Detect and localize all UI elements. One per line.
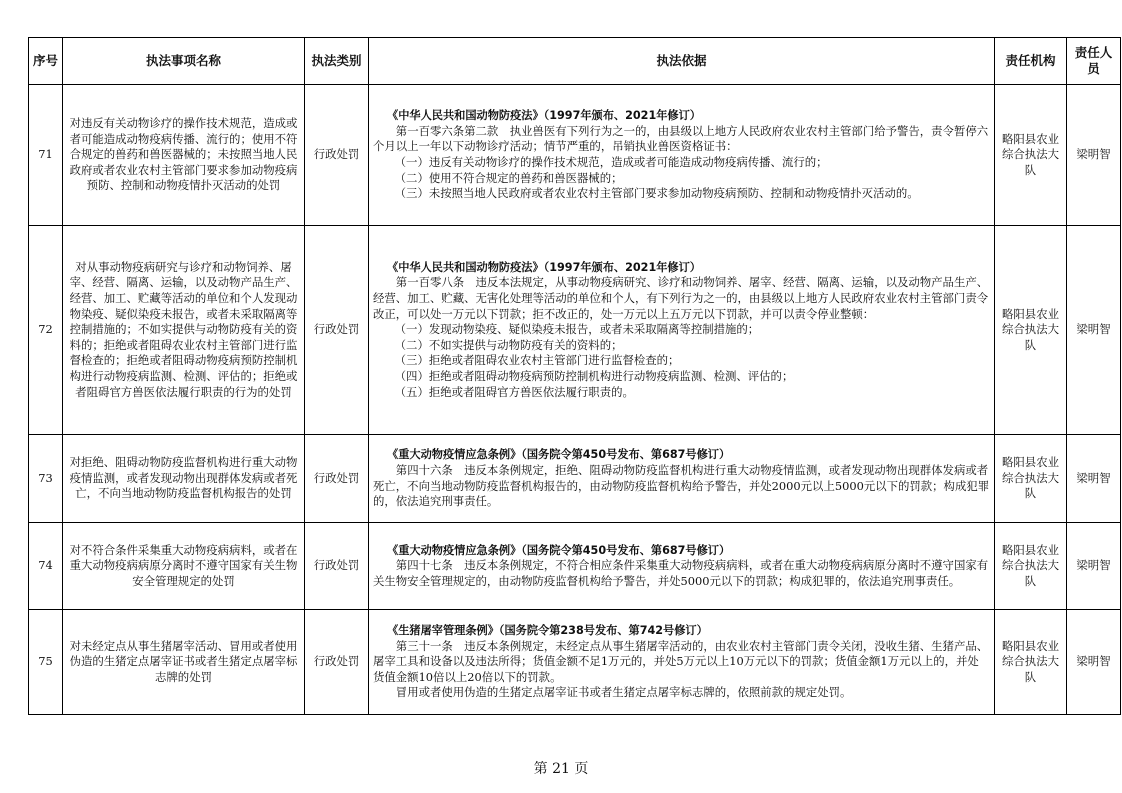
law-article: 第一百零八条 违反本法规定，从事动物疫病研究、诊疗和动物饲养、屠宰、经营、隔离、运输，以及动物产品生产、经营、加工、贮藏、无害化处理等活动的单位和个人，有下列行为之一的，由县级以上地方人民政府农业农村主管部门责令改正，可以处一万元以下罚款；拒不改正的，处一万元以上五万元以下罚款，并可以责令停业整顿：	[373, 275, 989, 321]
law-item: （三）拒绝或者阻碍农业农村主管部门进行监督检查的；	[394, 353, 680, 368]
law-article: 第一百零六条第二款 执业兽医有下列行为之一的，由县级以上地方人民政府农业农村主管部门给予警告，责令暂停六个月以上一年以下动物诊疗活动；情节严重的，吊销执业兽医资格证书：	[373, 123, 989, 154]
header-org: 责任机构	[995, 38, 1067, 85]
header-category: 执法类别	[305, 38, 369, 85]
law-title: 《中华人民共和国动物防疫法》（1997年颁布、2021年修订）	[387, 260, 701, 274]
header-basis: 执法依据	[369, 38, 995, 85]
responsible-org: 略阳县农业综合执法大队	[995, 435, 1067, 523]
responsible-person: 梁明智	[1067, 523, 1121, 610]
law-article: 第三十一条 违反本条例规定，未经定点从事生猪屠宰活动的，由农业农村主管部门责令关闭，没收生猪、生猪产品、屠宰工具和设备以及违法所得；货值金额不足1万元的，并处5万元以上10万元以下的罚款；货值金额1万元以上的，并处货值金额10倍以上20倍以下的罚款。	[373, 638, 989, 684]
enforcement-category: 行政处罚	[305, 85, 369, 226]
enforcement-category: 行政处罚	[305, 435, 369, 523]
law-article-extra: 冒用或者使用伪造的生猪定点屠宰证书或者生猪定点屠宰标志牌的，依照前款的规定处罚。	[395, 685, 852, 700]
enforcement-table	[28, 37, 1121, 715]
table-row	[29, 523, 1121, 610]
legal-basis	[369, 435, 995, 523]
row-number: 72	[29, 226, 63, 435]
table-row	[29, 435, 1121, 523]
responsible-person: 梁明智	[1067, 610, 1121, 715]
law-title: 《重大动物疫情应急条例》（国务院令第450号发布、第687号修订）	[387, 543, 731, 557]
item-name: 对从事动物疫病研究与诊疗和动物饲养、屠宰、经营、隔离、运输，以及动物产品生产、经营、加工、贮藏等活动的单位和个人发现动物染疫、疑似染疫未报告，或者未采取隔离等控制措施的；不如实提供与动物防疫有关的资料的；拒绝或者阻碍农业农村主管部门进行监督检查的；拒绝或者阻碍动物疫病预防控制机构进行动物疫病监测、检测、评估的；拒绝或者阻碍官方兽医依法履行职责的行为的处罚	[63, 226, 305, 435]
responsible-person: 梁明智	[1067, 226, 1121, 435]
header-person: 责任人员	[1067, 38, 1121, 85]
row-number: 75	[29, 610, 63, 715]
law-item: （二）不如实提供与动物防疫有关的资料的；	[394, 337, 623, 352]
table-header-row	[29, 38, 1121, 85]
law-item: （三）未按照当地人民政府或者农业农村主管部门要求参加动物疫病预防、控制和动物疫情扑灭活动的。	[394, 186, 919, 201]
item-name: 对未经定点从事生猪屠宰活动、冒用或者使用伪造的生猪定点屠宰证书或者生猪定点屠宰标志牌的处罚	[63, 610, 305, 715]
responsible-person: 梁明智	[1067, 85, 1121, 226]
law-article: 第四十七条 违反本条例规定，不符合相应条件采集重大动物疫病病料，或者在重大动物疫病病原分离时不遵守国家有关生物安全管理规定的，由动物防疫监督机构给予警告，并处5000元以下的罚款；构成犯罪的，依法追究刑事责任。	[373, 558, 989, 588]
table-row	[29, 226, 1121, 435]
responsible-org: 略阳县农业综合执法大队	[995, 523, 1067, 610]
law-title: 《生猪屠宰管理条例》（国务院令第238号发布、第742号修订）	[387, 624, 708, 638]
law-item: （二）使用不符合规定的兽药和兽医器械的；	[394, 170, 623, 185]
enforcement-category: 行政处罚	[305, 226, 369, 435]
law-article: 第四十六条 违反本条例规定，拒绝、阻碍动物防疫监督机构进行重大动物疫情监测，或者发现动物出现群体发病或者死亡，不向当地动物防疫监督机构报告的，由动物防疫监督机构给予警告，并处2000元以上5000元以下的罚款；构成犯罪的，依法追究刑事责任。	[373, 462, 990, 509]
responsible-person: 梁明智	[1067, 435, 1121, 523]
law-item: （四）拒绝或者阻碍动物疫病预防控制机构进行动物疫病监测、检测、评估的；	[394, 368, 794, 383]
row-number: 71	[29, 85, 63, 226]
row-number: 73	[29, 435, 63, 523]
responsible-org: 略阳县农业综合执法大队	[995, 226, 1067, 435]
law-title: 《中华人民共和国动物防疫法》（1997年颁布、2021年修订）	[387, 109, 701, 123]
page-number: 第 21 页	[533, 761, 589, 777]
law-title: 《重大动物疫情应急条例》（国务院令第450号发布、第687号修订）	[387, 448, 731, 462]
legal-basis	[369, 610, 995, 715]
law-item: （一）发现动物染疫、疑似染疫未报告，或者未采取隔离等控制措施的；	[394, 322, 760, 337]
table-row	[29, 85, 1121, 226]
legal-basis	[369, 523, 995, 610]
item-name: 对不符合条件采集重大动物疫病病料，或者在重大动物疫病病原分离时不遵守国家有关生物安全管理规定的处罚	[63, 523, 305, 610]
header-name: 执法事项名称	[63, 38, 305, 85]
responsible-org: 略阳县农业综合执法大队	[995, 85, 1067, 226]
responsible-org: 略阳县农业综合执法大队	[995, 610, 1067, 715]
legal-basis	[369, 85, 995, 226]
enforcement-category: 行政处罚	[305, 523, 369, 610]
item-name: 对拒绝、阻碍动物防疫监督机构进行重大动物疫情监测，或者发现动物出现群体发病或者死亡，不向当地动物防疫监督机构报告的处罚	[63, 435, 305, 523]
legal-basis	[369, 226, 995, 435]
enforcement-category: 行政处罚	[305, 610, 369, 715]
item-name: 对违反有关动物诊疗的操作技术规范，造成或者可能造成动物疫病传播、流行的；使用不符合规定的兽药和兽医器械的；未按照当地人民政府或者农业农村主管部门要求参加动物疫病预防、控制和动物疫情扑灭活动的处罚	[63, 85, 305, 226]
law-item: （五）拒绝或者阻碍官方兽医依法履行职责的。	[394, 384, 634, 399]
header-num: 序号	[29, 38, 63, 85]
table-row	[29, 610, 1121, 715]
row-number: 74	[29, 523, 63, 610]
law-item: （一）违反有关动物诊疗的操作技术规范，造成或者可能造成动物疫病传播、流行的；	[394, 155, 828, 169]
